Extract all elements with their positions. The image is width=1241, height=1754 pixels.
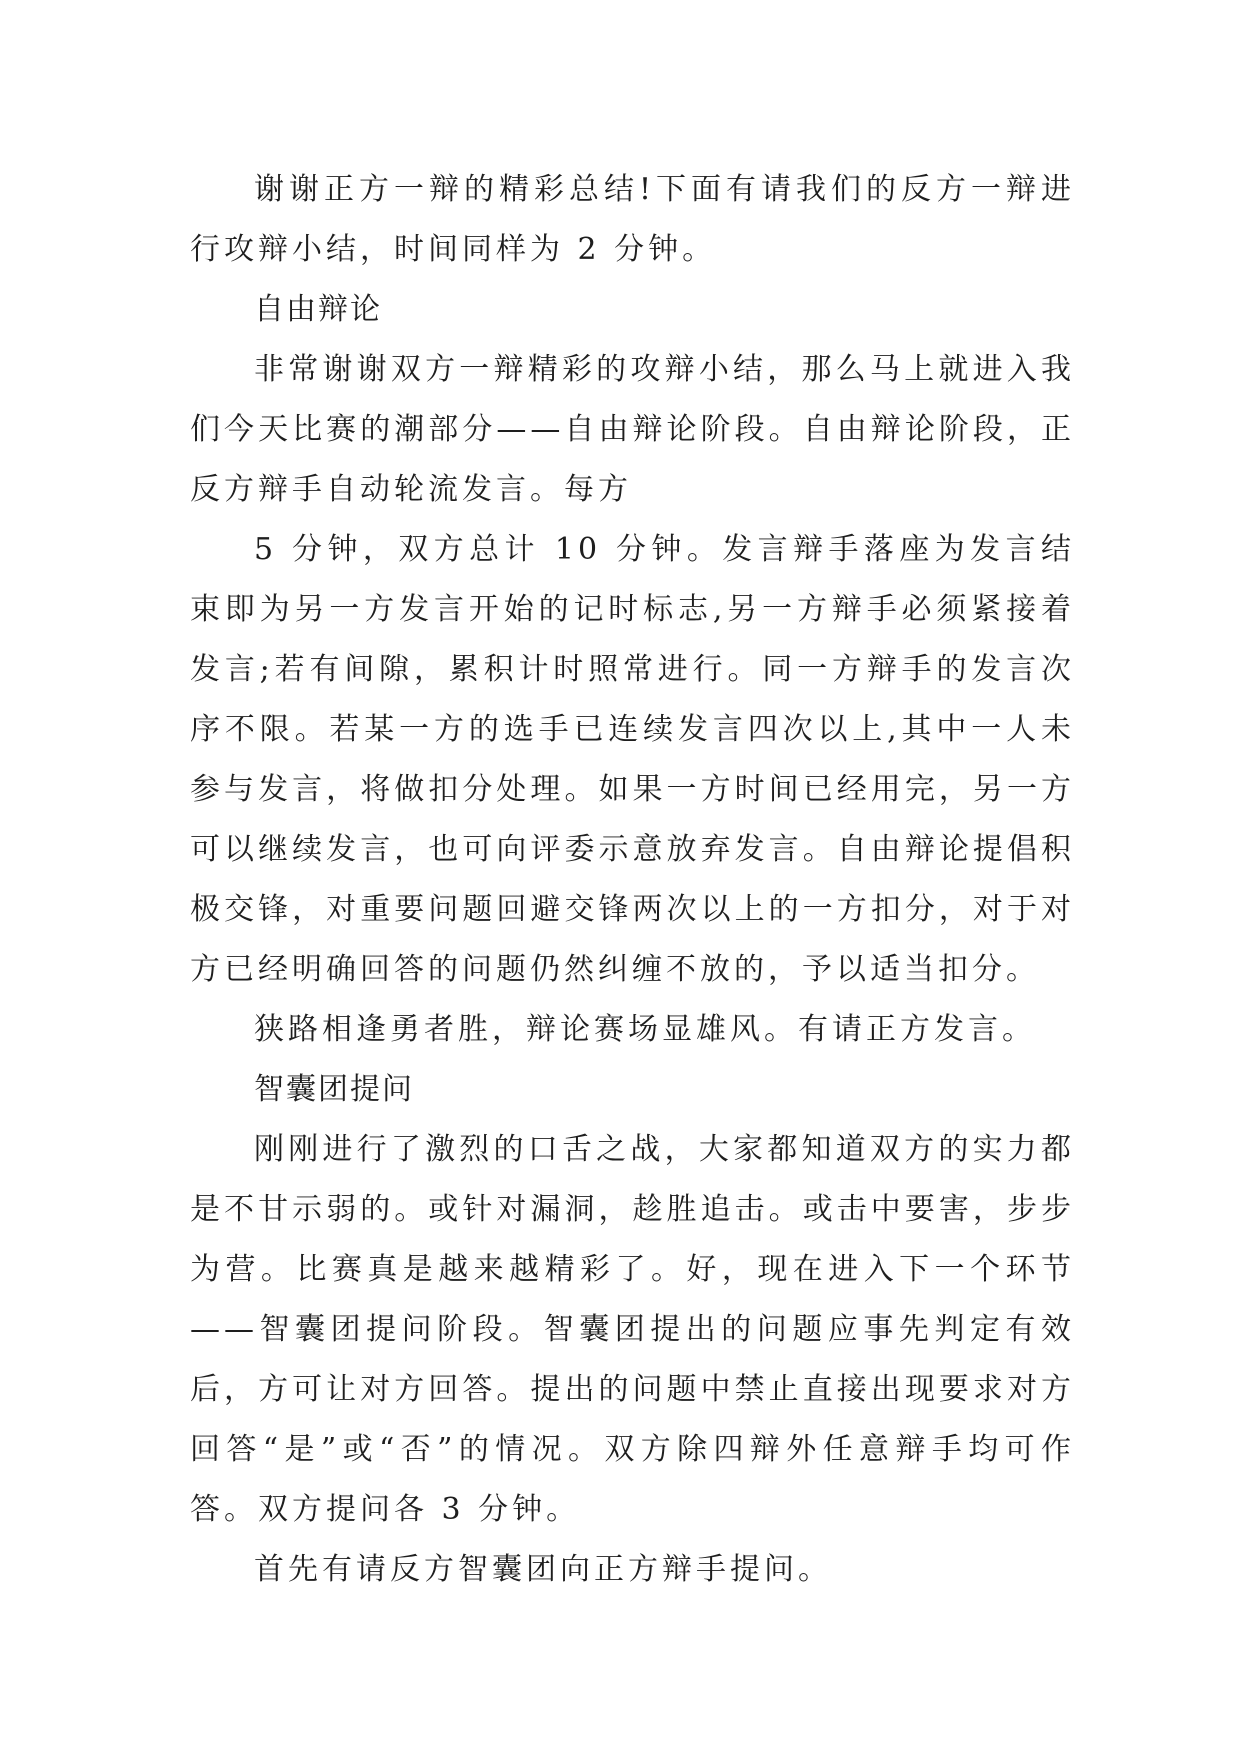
- paragraph-think-tank-rules: 刚刚进行了激烈的口舌之战，大家都知道双方的实力都是不甘示弱的。或针对漏洞，趁胜追击。或击中要害，步步为营。比赛真是越来越精彩了。好，现在进入下一个环节——智囊团提问阶段。智囊团提出的问题应事先判定有效后，方可让对方回答。提出的问题中禁止直接出现要求对方回答“是”或“否”的情况。双方除四辩外任意辩手均可作答。双方提问各 3 分钟。: [190, 1132, 1075, 1527]
- paragraph-free-debate-rules: 5 分钟，双方总计 10 分钟。发言辩手落座为发言结束即为另一方发言开始的记时标志,另一方辩手必须紧接着发言;若有间隙，累积计时照常进行。同一方辩手的发言次序不限。若某一方的选手已连续发言四次以上,其中一人未参与发言，将做扣分处理。如果一方时间已经用完，另一方可以继续发言，也可向评委示意放弃发言。自由辩论提倡积极交锋，对重要问题回避交锋两次以上的一方扣分，对于对方已经明确回答的问题仍然纠缠不放的，予以适当扣分。: [190, 532, 1075, 987]
- paragraph-summary-invite: 谢谢正方一辩的精彩总结!下面有请我们的反方一辩进行攻辩小结，时间同样为 2 分钟。: [190, 172, 1075, 267]
- section-heading-think-tank: 智囊团提问: [254, 1072, 414, 1107]
- paragraph-invite-negative-think-tank: 首先有请反方智囊团向正方辩手提问。: [254, 1552, 832, 1587]
- document-body: [190, 160, 1075, 1600]
- paragraph-invite-affirmative: 狭路相逢勇者胜，辩论赛场显雄风。有请正方发言。: [254, 1012, 1036, 1047]
- section-heading-free-debate: 自由辩论: [254, 292, 382, 327]
- paragraph-free-debate-intro: 非常谢谢双方一辩精彩的攻辩小结，那么马上就进入我们今天比赛的潮部分——自由辩论阶段。自由辩论阶段，正反方辩手自动轮流发言。每方: [190, 352, 1075, 507]
